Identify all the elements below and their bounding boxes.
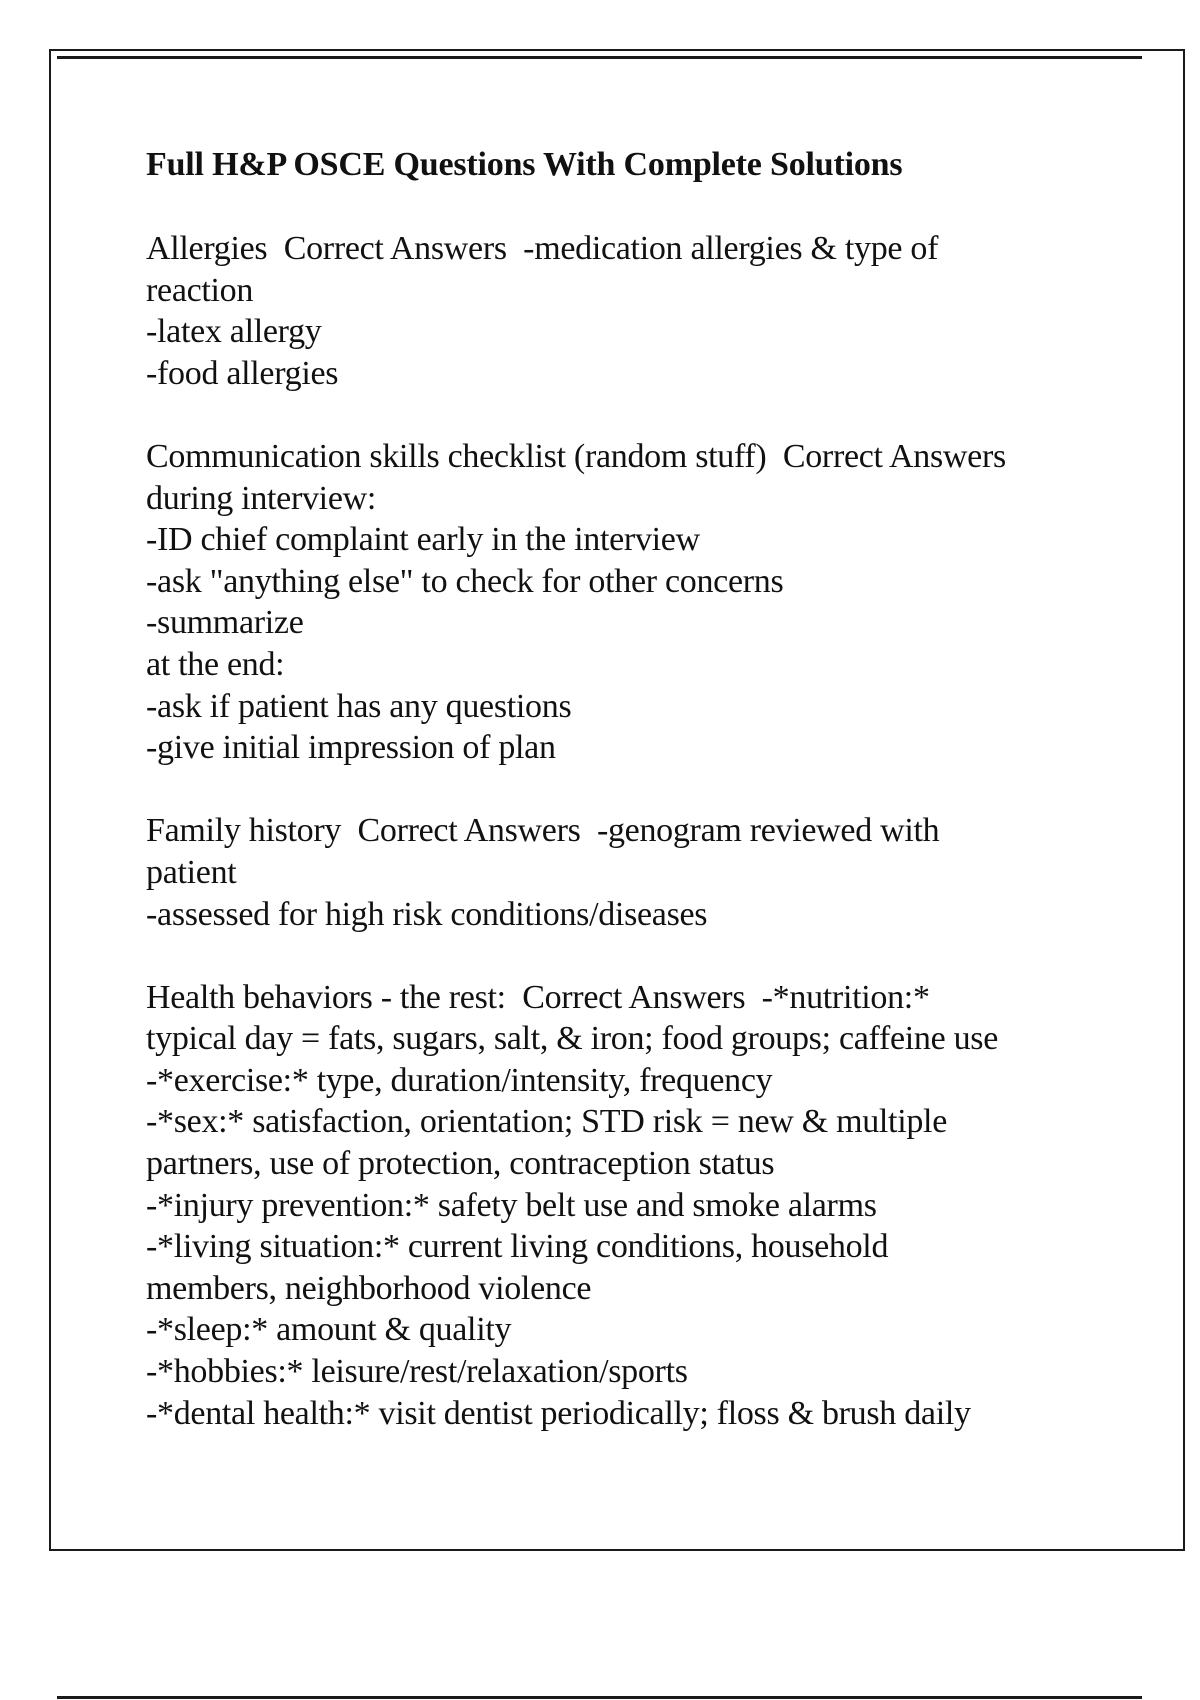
text-line: typical day = fats, sugars, salt, & iron; food groups; caffeine use bbox=[146, 1020, 999, 1058]
text-line: patient bbox=[146, 853, 237, 891]
text-line: Health behaviors - the rest: Correct Answers -*nutrition:* bbox=[146, 978, 930, 1016]
text-line: -*sex:* satisfaction, orientation; STD risk = new & multiple bbox=[146, 1103, 947, 1141]
text-line: -give initial impression of plan bbox=[146, 729, 556, 767]
text-line: reaction bbox=[146, 271, 254, 309]
section-allergies bbox=[146, 228, 1146, 394]
text-line: -*hobbies:* leisure/rest/relaxation/sports bbox=[146, 1353, 688, 1391]
text-line: -*exercise:* type, duration/intensity, frequency bbox=[146, 1061, 773, 1099]
header-rule bbox=[57, 56, 1142, 59]
document-title: Full H&P OSCE Questions With Complete Solutions bbox=[146, 146, 903, 183]
text-line: -*sleep:* amount & quality bbox=[146, 1311, 512, 1349]
text-line: -*dental health:* visit dentist periodically; floss & brush daily bbox=[146, 1394, 971, 1432]
section-family-history bbox=[146, 810, 1146, 935]
text-line: at the end: bbox=[146, 645, 285, 683]
section-health-behaviors bbox=[146, 977, 1146, 1435]
text-line: -*injury prevention:* safety belt use and smoke alarms bbox=[146, 1186, 877, 1224]
document-body bbox=[146, 144, 1146, 1476]
text-line: -food allergies bbox=[146, 354, 339, 392]
text-line: -ask if patient has any questions bbox=[146, 687, 572, 725]
text-line: -ask "anything else" to check for other concerns bbox=[146, 562, 784, 600]
text-line: members, neighborhood violence bbox=[146, 1269, 592, 1307]
text-line: Communication skills checklist (random stuff) Correct Answers bbox=[146, 437, 1006, 475]
text-line: Family history Correct Answers -genogram reviewed with bbox=[146, 812, 940, 850]
footer-rule bbox=[57, 1696, 1142, 1699]
text-line: partners, use of protection, contraception status bbox=[146, 1145, 775, 1183]
text-line: -assessed for high risk conditions/diseases bbox=[146, 895, 708, 933]
section-communication-skills bbox=[146, 436, 1146, 769]
text-line: -*living situation:* current living conditions, household bbox=[146, 1228, 889, 1266]
text-line: during interview: bbox=[146, 479, 377, 517]
text-line: -latex allergy bbox=[146, 313, 322, 351]
text-line: -summarize bbox=[146, 604, 304, 642]
text-line: Allergies Correct Answers -medication allergies & type of bbox=[146, 230, 939, 267]
text-line: -ID chief complaint early in the interview bbox=[146, 521, 700, 559]
